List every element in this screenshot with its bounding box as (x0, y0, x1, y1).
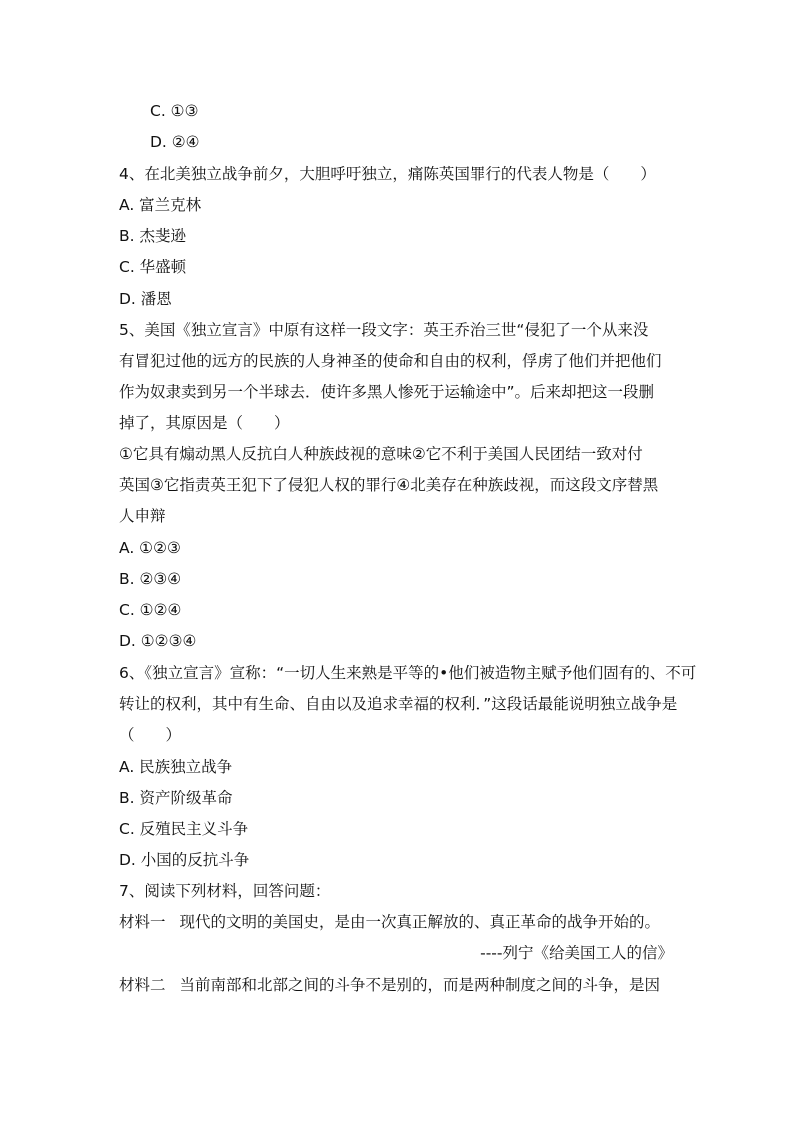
question-6-stem-line: 转让的权利，其中有生命、自由以及追求幸福的权利．”这段话最能说明独立战争是 (119, 695, 678, 713)
material-1-source: ----列宁《给美国工人的信》 (480, 944, 673, 962)
question-5-stem-line: 作为奴隶卖到另一个半球去．使许多黑人惨死于运输途中”。后来却把这一段删 (119, 383, 655, 401)
question-4-stem: 4、在北美独立战争前夕，大胆呼吁独立，痛陈英国罪行的代表人物是（ ） (119, 165, 656, 183)
q6-option-d: D. 小国的反抗斗争 (119, 851, 250, 869)
question-6-stem-line: （ ） (119, 726, 182, 744)
q6-option-a: A. 民族独立战争 (119, 758, 233, 776)
question-6-stem-line: 6、《独立宣言》宣称：“一切人生来熟是平等的•他们被造物主赋予他们固有的、不可 (119, 664, 697, 682)
question-5-stem-line: 有冒犯过他的远方的民族的人身神圣的使命和自由的权利，俘虏了他们并把他们 (119, 352, 662, 370)
q5-option-d: D. ①②③④ (119, 632, 197, 650)
q4-option-b: B. 杰斐逊 (119, 227, 186, 245)
q5-option-c: C. ①②④ (119, 601, 182, 619)
question-5-statement-line: 英国③它指责英王犯下了侵犯人权的罪行④北美存在种族歧视，而这段文序替黑 (119, 476, 659, 494)
question-5-stem-line: 5、美国《独立宣言》中原有这样一段文字：英王乔治三世“侵犯了一个从来没 (119, 321, 649, 339)
q6-option-b: B. 资产阶级革命 (119, 789, 233, 807)
question-5-stem-line: 掉了，其原因是（ ） (119, 414, 290, 432)
question-5-statement-line: 人申辩 (119, 507, 166, 525)
q6-option-c: C. 反殖民主义斗争 (119, 820, 249, 838)
q4-option-c: C. 华盛顿 (119, 258, 187, 276)
option-d: D. ②④ (150, 133, 200, 151)
q4-option-d: D. 潘恩 (119, 290, 172, 308)
material-2-label: 材料二 (119, 976, 166, 994)
material-2 (119, 975, 660, 995)
q4-option-a: A. 富兰克林 (119, 196, 202, 214)
q5-option-a: A. ①②③ (119, 539, 181, 557)
q5-option-b: B. ②③④ (119, 570, 182, 588)
question-5-statement-line: ①它具有煽动黑人反抗白人种族歧视的意味②它不利于美国人民团结一致对付 (119, 445, 643, 463)
material-2-text: 当前南部和北部之间的斗争不是别的，而是两种制度之间的斗争，是因 (179, 976, 661, 994)
material-1-text: 现代的文明的美国史，是由一次真正解放的、真正革命的战争开始的。 (179, 913, 661, 931)
material-1 (119, 912, 660, 932)
option-c: C. ①③ (150, 102, 199, 120)
material-1-label: 材料一 (119, 913, 166, 931)
question-7-stem: 7、阅读下列材料，回答问题： (119, 882, 331, 900)
